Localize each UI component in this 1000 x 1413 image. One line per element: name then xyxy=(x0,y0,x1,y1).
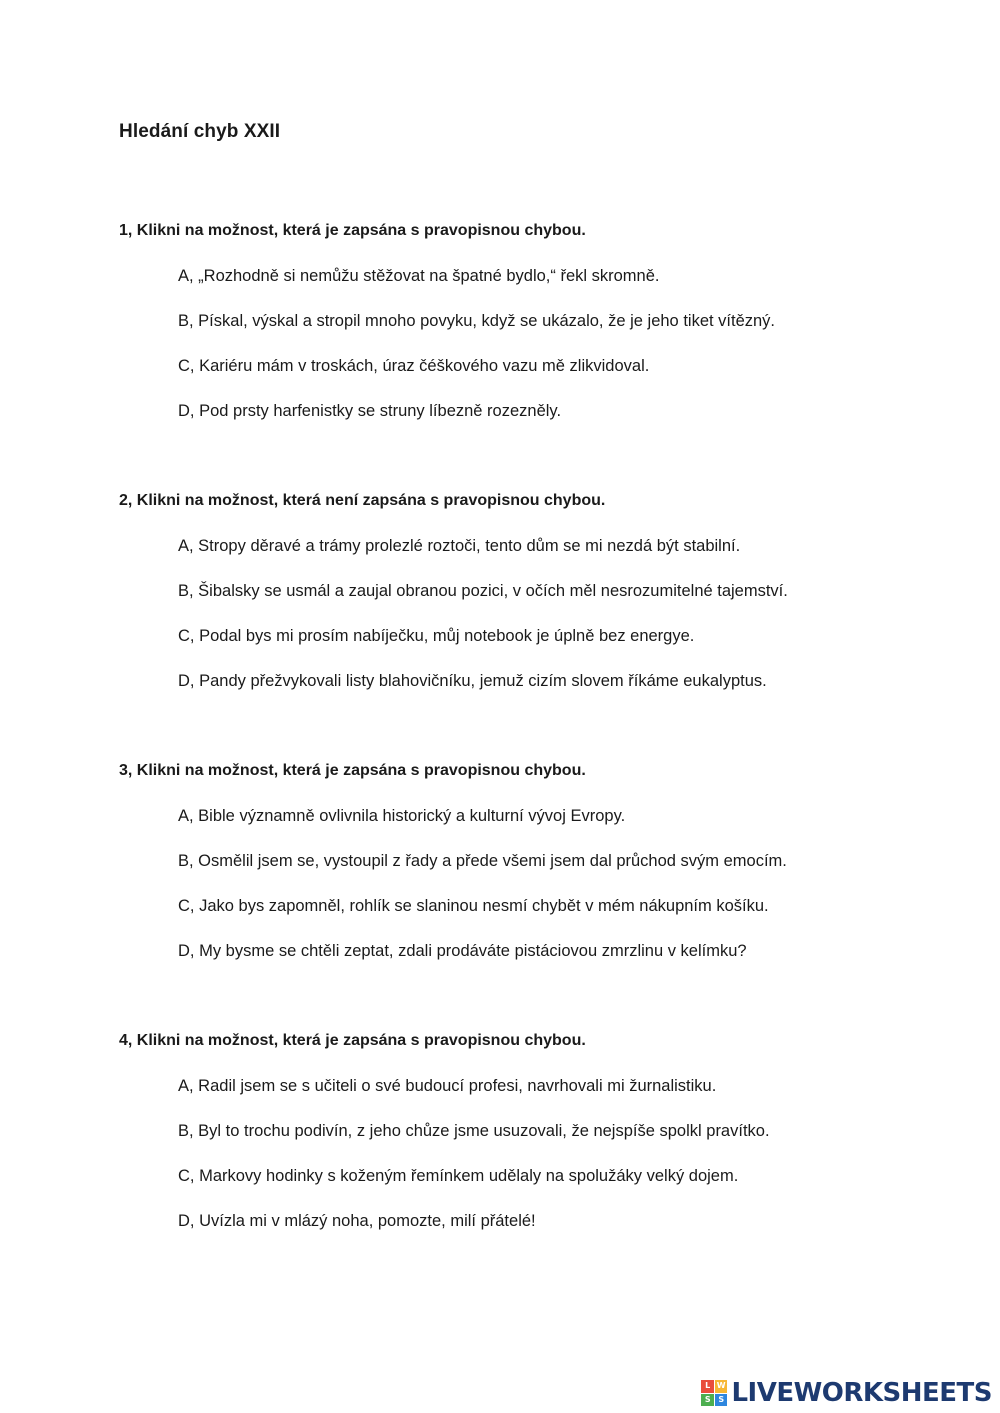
liveworksheets-logo-icon xyxy=(701,1380,727,1406)
question-heading: 1, Klikni na možnost, která je zapsána s pravopisnou chybou. xyxy=(119,222,586,239)
question-heading: 4, Klikni na možnost, která je zapsána s pravopisnou chybou. xyxy=(119,1032,586,1049)
option-c[interactable]: C, Kariéru mám v troskách, úraz čéškového vazu mě zlikvidoval. xyxy=(178,357,650,375)
logo-tile: S xyxy=(701,1394,714,1407)
logo-tile: W xyxy=(715,1380,728,1393)
question-heading: 3, Klikni na možnost, která je zapsána s pravopisnou chybou. xyxy=(119,762,586,779)
logo-tile: S xyxy=(715,1394,728,1407)
page-title: Hledání chyb XXII xyxy=(119,121,281,142)
option-b[interactable]: B, Byl to trochu podivín, z jeho chůze jsme usuzovali, že nejspíše spolkl pravítko. xyxy=(178,1122,770,1140)
option-a[interactable]: A, Bible významně ovlivnila historický a kulturní vývoj Evropy. xyxy=(178,807,626,825)
option-a[interactable]: A, „Rozhodně si nemůžu stěžovat na špatné bydlo,“ řekl skromně. xyxy=(178,267,660,285)
option-c[interactable]: C, Podal bys mi prosím nabíječku, můj notebook je úplně bez energye. xyxy=(178,627,695,645)
option-d[interactable]: D, My bysme se chtěli zeptat, zdali prodáváte pistáciovou zmrzlinu v kelímku? xyxy=(178,942,747,960)
liveworksheets-brand xyxy=(701,1379,992,1407)
brand-name: LIVEWORKSHEETS xyxy=(731,1378,992,1408)
option-d[interactable]: D, Pod prsty harfenistky se struny líbezně rozezněly. xyxy=(178,402,562,420)
option-b[interactable]: B, Šibalsky se usmál a zaujal obranou pozici, v očích měl nesrozumitelné tajemství. xyxy=(178,582,788,600)
option-c[interactable]: C, Jako bys zapomněl, rohlík se slaninou nesmí chybět v mém nákupním košíku. xyxy=(178,897,769,915)
option-d[interactable]: D, Uvízla mi v mlázý noha, pomozte, milí přátelé! xyxy=(178,1212,536,1230)
option-a[interactable]: A, Radil jsem se s učiteli o své budoucí profesi, navrhovali mi žurnalistiku. xyxy=(178,1077,717,1095)
option-d[interactable]: D, Pandy přežvykovali listy blahovičníku, jemuž cizím slovem říkáme eukalyptus. xyxy=(178,672,767,690)
option-b[interactable]: B, Osmělil jsem se, vystoupil z řady a přede všemi jsem dal průchod svým emocím. xyxy=(178,852,787,870)
option-a[interactable]: A, Stropy děravé a trámy prolezlé roztoči, tento dům se mi nezdá být stabilní. xyxy=(178,537,741,555)
option-c[interactable]: C, Markovy hodinky s koženým řemínkem udělaly na spolužáky velký dojem. xyxy=(178,1167,739,1185)
question-heading: 2, Klikni na možnost, která není zapsána s pravopisnou chybou. xyxy=(119,492,606,509)
option-b[interactable]: B, Pískal, výskal a stropil mnoho povyku, když se ukázalo, že je jeho tiket vítězný. xyxy=(178,312,776,330)
logo-tile: L xyxy=(701,1380,714,1393)
